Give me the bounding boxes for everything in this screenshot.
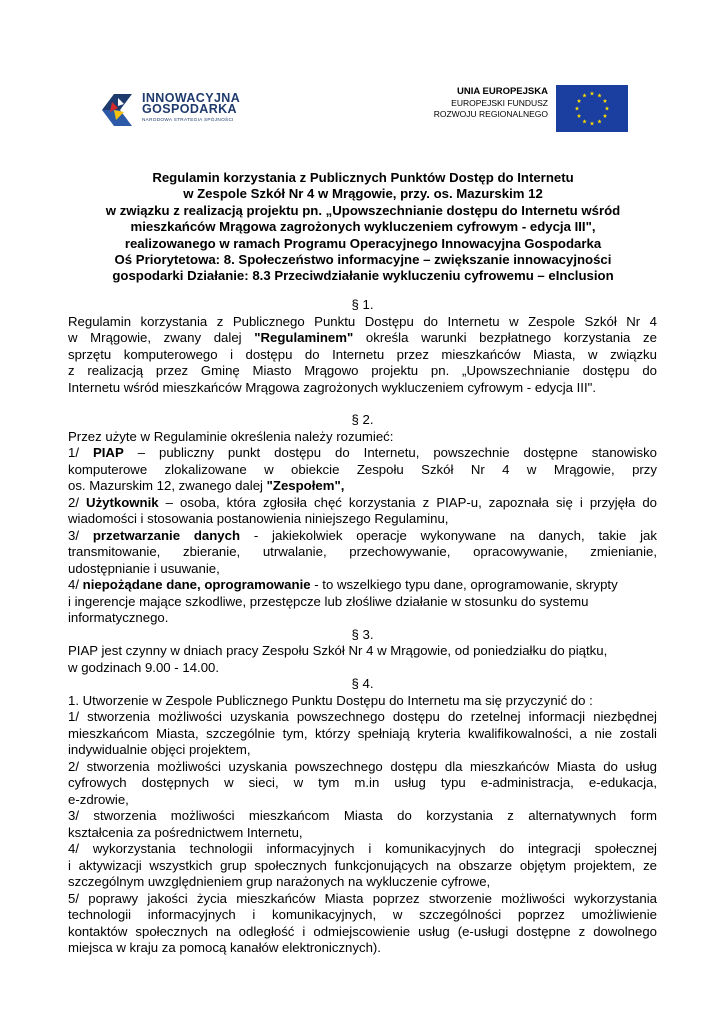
definition-line: komputerowe zlokalizowane w obiekcie Zespołu Szkół Nr 4 w Mrągowie, przy <box>68 461 657 477</box>
term-regulamin: "Regulaminem" <box>254 330 354 345</box>
paragraph-line: Przez użyte w Regulaminie określenia należy rozumieć: <box>68 428 394 444</box>
list-item-line: 1/ stworzenia możliwości uzyskania powszechnego dostępu do rzetelnej informacji niezbędnej <box>68 709 657 724</box>
paragraph-line: sprzętu komputerowego i dostępu do Internetu przez mieszkańców Miasta, w związku <box>68 346 657 362</box>
eu-text-line2: EUROPEJSKI FUNDUSZ <box>451 98 548 108</box>
list-item-line: mieszkańcom Miasta, szczególnie tym, którzy spełniają kryteria kwalifikowalności, a nie zostali <box>68 725 657 741</box>
list-item-line: cyfrowych dostępnych w sieci, w tym m.in usług typu e-administracja, e-edukacja, <box>68 775 657 790</box>
text-run: 3/ <box>68 527 93 543</box>
term-piap: PIAP <box>92 445 124 460</box>
definition-line: i ingerencje mające szkodliwe, przestępcze lub złośliwe działanie w stosunku do systemu <box>68 593 589 609</box>
list-item-line: 2/ stworzenia możliwości uzyskania powszechnego dostępu dla mieszkańców Miasta do usług <box>68 758 657 774</box>
list-item-line: 5/ poprawy jakości życia mieszkańców Miasta poprzez stworzenie możliwości wykorzystania <box>68 890 657 906</box>
list-item-line: e-zdrowie, <box>68 791 129 807</box>
definition-line <box>68 478 657 495</box>
text-run: os. Mazurskim 12, zwanego dalej <box>68 478 267 493</box>
text-run: określa warunki bezpłatnego korzystania ze <box>353 330 657 345</box>
eu-text-line1: UNIA EUROPEJSKA <box>457 86 548 97</box>
paragraph-line: w godzinach 9.00 - 14.00. <box>68 659 220 675</box>
eu-flag-icon <box>556 85 628 132</box>
document-body <box>68 297 657 957</box>
list-item-line: szczególnym uwzględnieniem grup narażonych na wykluczenie cyfrowe, <box>68 874 491 889</box>
list-item-line: i aktywizacji wszystkich grup społecznych funkcjonujących na obszarze objętym projektem, ze <box>68 857 657 873</box>
section-2-heading: § 2. <box>351 412 374 427</box>
ig-logo-line3: NARODOWA STRATEGIA SPÓJNOŚCI <box>142 117 234 122</box>
list-item-line: kształcenia za pośrednictwem Internetu, <box>68 824 303 840</box>
paragraph-line: z realizacją przez Gminę Miasto Mrągowo projektu pn. „Upowszechnianie dostępu do <box>68 363 657 378</box>
term-zespol: "Zespołem", <box>266 478 345 493</box>
section-4-heading: § 4. <box>351 676 374 691</box>
text-run: 2/ <box>68 494 87 510</box>
title-line: gospodarki Działanie: 8.3 Przeciwdziałanie wykluczeniu cyfrowemu – eInclusion <box>112 268 614 284</box>
term-niepozadane-dane: niepożądane dane, oprogramowanie <box>82 577 311 592</box>
text-run: 1/ <box>68 445 93 460</box>
definition-line: informatycznego. <box>68 610 169 625</box>
ig-logo-line1: INNOWACYJNA <box>142 91 241 105</box>
text-run: - to wszelkiego typu dane, oprogramowanie, skrypty <box>310 577 618 592</box>
section-3-heading: § 3. <box>351 626 374 642</box>
text-run: - jakiekolwiek operacje wykonywane na danych, takie jak <box>240 527 657 543</box>
term-uzytkownik: Użytkownik <box>86 494 159 510</box>
text-run: – publiczny punkt dostępu do Internetu, powszechnie dostępne stanowisko <box>123 445 657 460</box>
title-line: Regulamin korzystania z Publicznych Punktów Dostęp do Internetu <box>152 170 574 185</box>
document-header <box>0 80 725 140</box>
text-run: w Mrągowie, zwany dalej <box>68 330 255 345</box>
definition-line: transmitowanie, zbieranie, utrwalanie, przechowywanie, opracowywanie, zmienianie, <box>68 544 657 559</box>
paragraph-line <box>68 330 657 347</box>
list-item-line: kontaktów społecznych na odległość i odmiejscowienie usług (e-usługi dostępne z dowolnego <box>68 923 657 939</box>
list-item-line: technologii informacyjnych i komunikacyjnych, w szczególności poprzez umożliwienie <box>68 907 657 922</box>
title-line: w Zespole Szkół Nr 4 w Mrągowie, przy. os. Mazurskim 12 <box>183 186 543 202</box>
innowacyjna-gospodarka-logo <box>98 90 268 130</box>
eu-fund-text <box>400 86 548 120</box>
paragraph-line: 1. Utworzenie w Zespole Publicznego Punktu Dostępu do Internetu ma się przyczynić do : <box>68 692 593 708</box>
eu-text-line3: ROZWOJU REGIONALNEGO <box>433 109 548 119</box>
definition-line <box>68 495 657 512</box>
title-line: realizowanego w ramach Programu Operacyjnego Innowacyjna Gospodarka <box>124 235 602 251</box>
definition-line <box>68 577 657 594</box>
list-item-line: indywidualnie objęci projektem, <box>68 742 251 757</box>
paragraph-line: Internetu wśród mieszkańców Mrągowa zagrożonych wykluczeniem cyfrowym - edycja III". <box>68 379 596 395</box>
list-item-line: miejsca w kraju za pomocą kanałów elektronicznych). <box>68 940 381 955</box>
title-line: w związku z realizacją projektu pn. „Upowszechnianie dostępu do Internetu wśród <box>105 202 621 218</box>
list-item-line: 3/ stworzenia możliwości mieszkańcom Miasta do korzystania z alternatywnych form <box>68 808 657 823</box>
section-1-heading: § 1. <box>351 297 374 312</box>
definition-line: wiadomości i stosowania postanowienia niniejszego Regulaminu, <box>68 511 449 526</box>
definition-line <box>68 528 657 545</box>
title-line: Oś Priorytetowa: 8. Społeczeństwo informacyjne – zwiększanie innowacyjności <box>114 252 612 268</box>
term-przetwarzanie-danych: przetwarzanie danych <box>92 527 241 543</box>
document-title <box>70 170 656 285</box>
paragraph-line: PIAP jest czynny w dniach pracy Zespołu Szkół Nr 4 w Mrągowie, od poniedziałku do piątku, <box>68 643 608 658</box>
paragraph-line: Regulamin korzystania z Publicznego Punktu Dostępu do Internetu w Zespole Szkół Nr 4 <box>68 313 657 329</box>
innowacyjna-gospodarka-emblem-icon <box>98 90 138 130</box>
text-run: 4/ <box>68 577 83 592</box>
text-run: – osoba, która zgłosiła chęć korzystania z PIAP-u, zapoznała się i przyjęła do <box>158 494 657 510</box>
ig-logo-line2: GOSPODARKA <box>142 102 237 116</box>
definition-line: udostępnianie i usuwanie, <box>68 560 220 576</box>
title-line: mieszkańców Mrągowa zagrożonych wykluczeniem cyfrowym - edycja III", <box>130 219 596 235</box>
definition-line <box>68 445 657 462</box>
list-item-line: 4/ wykorzystania technologii informacyjnych i komunikacyjnych do integracji społecznej <box>68 841 657 856</box>
